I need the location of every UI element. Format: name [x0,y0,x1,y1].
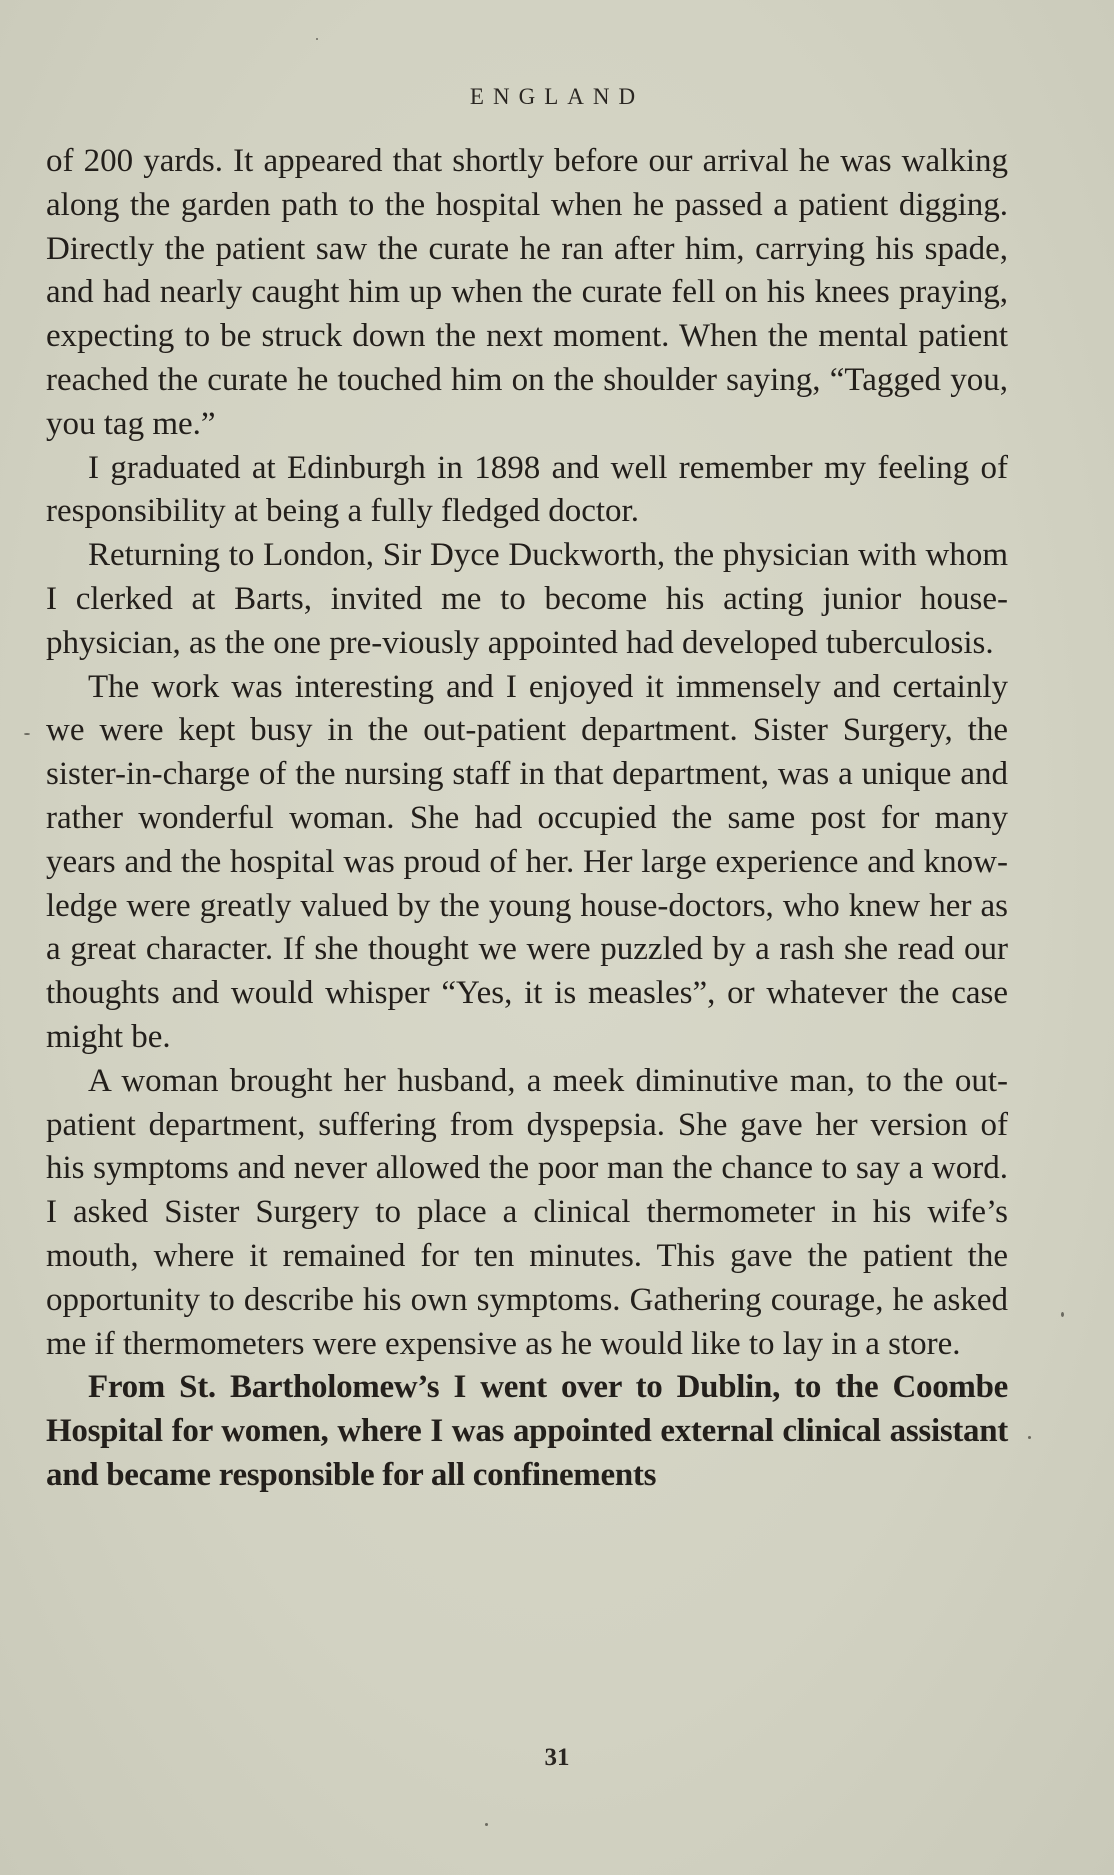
paragraph-6: From St. Bartholomew’s I went over to Dublin, to the Coombe Hospital for women, where I was appointed external clinical assistant and became responsible for all confinements [46,1369,1008,1493]
paper-speck [1061,1312,1064,1317]
paper-speck [316,38,318,40]
body-text [46,140,1008,1498]
running-head: ENGLAND [469,84,645,109]
paragraph-4: The work was interesting and I enjoyed it immensely and certainly we were kept busy in the out-patient department. Sister Surgery, the sister-in-charge of the nursing staff in that department, was a unique and rather wonderful woman. She had occupied the same post for many years and the hospital was proud of her. Her large experience and know-ledge were greatly valued by the young house-doctors, who knew her as a great character. If she thought we were puzzled by a rash she read our thoughts and would whisper “Yes, it is measles”, or whatever the case might be. [46,668,1008,1055]
paper-speck [24,733,30,735]
paper-speck [1028,1436,1031,1439]
paragraph-1: of 200 yards. It appeared that shortly before our arrival he was walking along the garden path to the hospital when he passed a patient digging. Directly the patient saw the curate he ran after him, carrying his spade, and had nearly caught him up when the curate fell on his knees praying, expecting to be struck down the next moment. When the mental patient reached the curate he touched him on the shoulder saying, “Tagged you, you tag me.” [46,143,1008,442]
page-number: 31 [544,1744,570,1771]
paragraph-3: Returning to London, Sir Dyce Duckworth, the physician with whom I clerked at Barts, invited me to become his acting junior house-physician, as the one pre-viously appointed had developed tuberculosis. [46,537,1008,661]
paragraph-5: A woman brought her husband, a meek diminutive man, to the out-patient department, suffering from dyspepsia. She gave her version of his symptoms and never allowed the poor man the chance to say a word. I asked Sister Surgery to place a clinical thermometer in his wife’s mouth, where it remained for ten minutes. This gave the patient the opportunity to describe his own symptoms. Gathering courage, he asked me if thermometers were expensive as he would like to lay in a store. [46,1062,1008,1362]
paper-speck [485,1823,488,1826]
paragraph-2: I graduated at Edinburgh in 1898 and well remember my feeling of responsibility at being a fully fledged doctor. [46,449,1008,530]
